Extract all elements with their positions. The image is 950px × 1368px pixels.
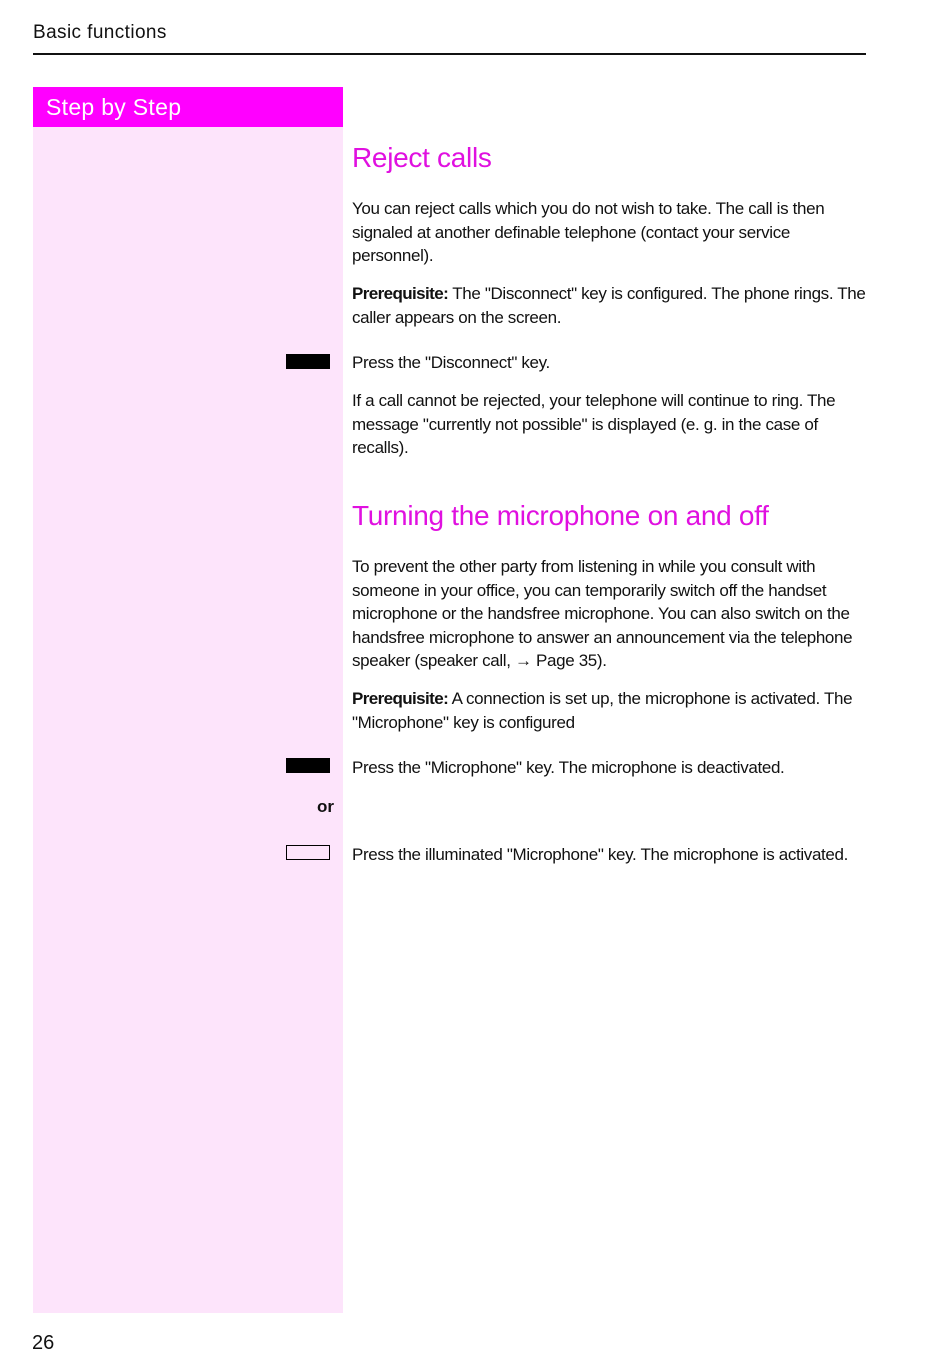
microphone-step-activate: Press the illuminated "Microphone" key. The microphone is activated. <box>352 845 849 864</box>
prerequisite-text: A connection is set up, the microphone is activated. The "Microphone" key is configured <box>352 689 853 732</box>
prerequisite-label: Prerequisite: <box>352 284 449 303</box>
microphone-key-icon <box>286 758 330 773</box>
microphone-intro: To prevent the other party from listening in while you consult with someone in your office, you can temporarily switch off the handset microphone or the handsfree microphone. You can also switch on the handsfree microphone to answer an announcement via the telephone speaker (speaker call, → Page 35). <box>352 557 853 670</box>
section-title-microphone: Turning the microphone on and off <box>352 500 769 531</box>
header-rule <box>33 53 866 55</box>
reject-calls-step-press-disconnect: Press the "Disconnect" key. <box>352 353 550 372</box>
microphone-step-deactivate: Press the "Microphone" key. The microphone is deactivated. <box>352 758 785 777</box>
illuminated-microphone-key-icon <box>286 845 330 860</box>
section-title-reject-calls: Reject calls <box>352 142 492 173</box>
disconnect-key-icon <box>286 354 330 369</box>
microphone-prerequisite <box>352 687 868 734</box>
running-header: Basic functions <box>33 22 167 43</box>
prerequisite-text: The "Disconnect" key is configured. The phone rings. The caller appears on the screen. <box>352 284 866 327</box>
page-number: 26 <box>32 1332 55 1354</box>
reject-calls-note: If a call cannot be rejected, your telephone will continue to ring. The message "currently not possible" is displayed (e. g. in the case of recalls). <box>352 391 836 457</box>
reject-calls-prerequisite <box>352 282 868 329</box>
or-label: or <box>317 797 334 816</box>
prerequisite-label: Prerequisite: <box>352 689 449 708</box>
step-by-step-header: Step by Step <box>33 87 343 127</box>
reject-calls-intro: You can reject calls which you do not wish to take. The call is then signaled at another definable telephone (contact your service personnel). <box>352 199 825 265</box>
step-by-step-sidebar <box>33 87 343 1313</box>
arrow-right-icon: → <box>514 651 532 670</box>
